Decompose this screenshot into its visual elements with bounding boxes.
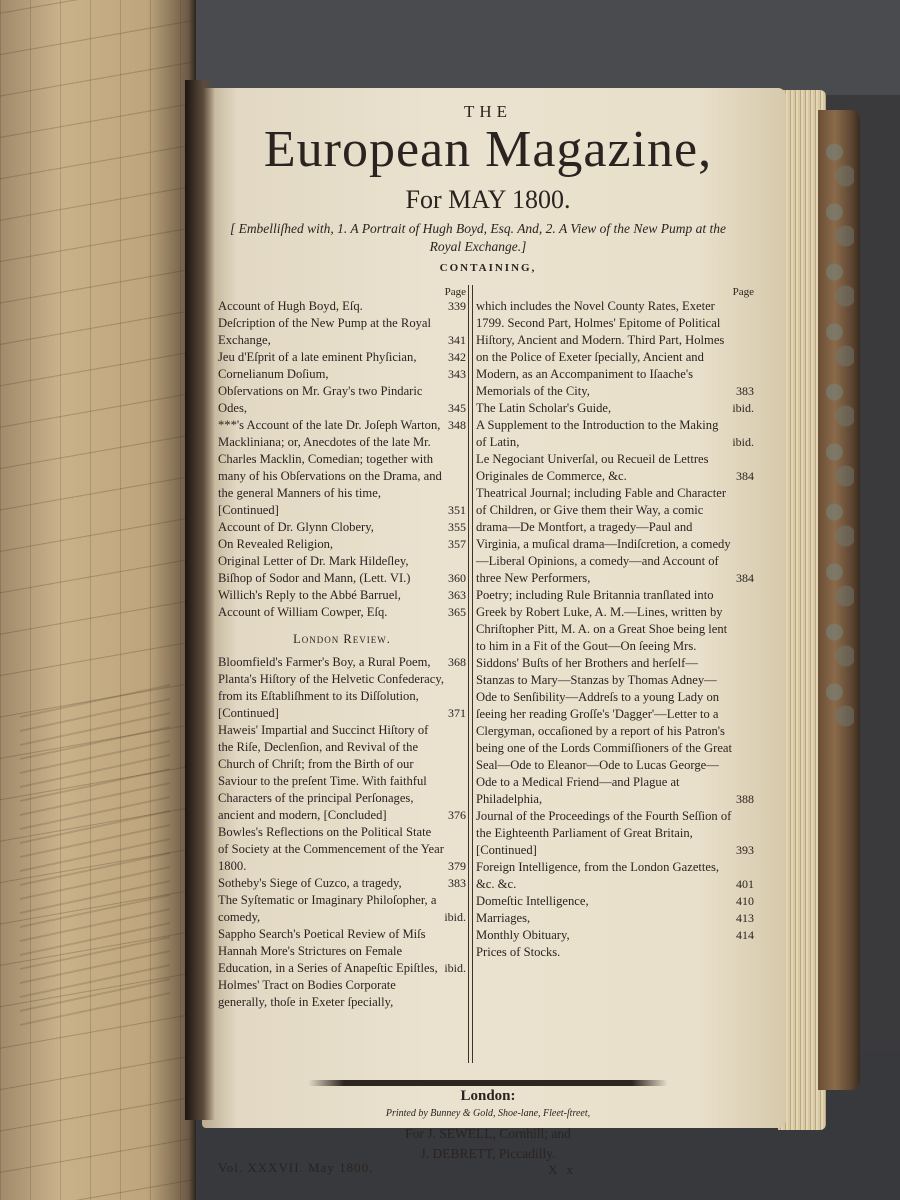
entry-page-number: 384	[736, 571, 754, 585]
entry-title: Poetry; including Rule Britannia tranſlated into Greek by Robert Luke, A. M.—Lines, written by Chriſtopher Pitt, M. A. on a Great Shoe being lent to him in a Fit of the Gout—On ſeeing Mrs. Siddons' Buſts of her Brothers and herſelf—Stanzas to Mary—Stanzas by Thomas Adney—Ode to Senſibility—Addreſs to a young Lady on ſeeing her reading Groſſe's 'Dagger'—Letter to a Clergyman, occaſioned by a report of his Patron's being one of the Lords Commiſſioners of the Great Seal—Ode to Eleanor—Ode to Lucas George—Ode to a Medical Friend—and Plague at Philadelphia,	[476, 588, 733, 806]
entry-title: ***'s Account of the late Dr. Joſeph Warton,	[218, 418, 441, 432]
entry-page-number: ibid.	[732, 401, 754, 415]
contents-entry	[218, 536, 466, 553]
entry-title: Account of Dr. Glynn Clobery,	[218, 520, 374, 534]
contents-entry	[218, 722, 466, 824]
entry-title: Cornelianum Doſium,	[218, 367, 329, 381]
contents-entry	[476, 808, 754, 859]
entry-page-number: 365	[448, 605, 466, 619]
entry-page-number: 413	[736, 911, 754, 925]
entry-title: Prices of Stocks.	[476, 945, 561, 959]
contents-entry	[476, 910, 754, 927]
london-review-heading: London Review.	[293, 632, 391, 646]
entry-page-number: 383	[736, 384, 754, 398]
containing-heading: CONTAINING,	[439, 262, 537, 274]
contents-entry	[218, 383, 466, 417]
contents-entry	[476, 944, 754, 961]
entry-page-number: 348	[448, 418, 466, 432]
entry-page-number: 360	[448, 571, 466, 585]
contents-entry	[218, 366, 466, 383]
entry-page-number: 384	[736, 469, 754, 483]
book-gutter	[185, 80, 215, 1120]
entry-title: Jeu d'Eſprit of a late eminent Phyſician,	[218, 350, 417, 364]
page-label-right: Page	[732, 286, 754, 298]
entry-title: The Latin Scholar's Guide,	[476, 401, 612, 415]
page-label-left: Page	[444, 286, 466, 298]
contents-entry	[476, 859, 754, 893]
contents-entry	[218, 824, 466, 875]
magazine-title: European Magazine,	[263, 121, 713, 178]
entry-title: Journal of the Proceedings of the Fourth Seſſion of the Eighteenth Parliament of Great Britain, [Continued]	[476, 809, 732, 857]
contents-right-column	[476, 284, 754, 961]
entry-page-number: 401	[736, 877, 754, 891]
entry-title: Willich's Reply to the Abbé Barruel,	[218, 588, 401, 602]
entry-page-number: 357	[448, 537, 466, 551]
entry-page-number: 410	[736, 894, 754, 908]
imprint-sewell: For J. SEWELL, Cornhill; and	[405, 1126, 571, 1141]
column-divider	[468, 285, 473, 1063]
entry-title: Account of William Cowper, Eſq.	[218, 605, 388, 619]
embellishment-note: [ Embelliſhed with, 1. A Portrait of Hugh Boyd, Esq. And, 2. A View of the New Pump at the Royal Exchange.]	[229, 221, 727, 254]
contents-entry	[218, 926, 466, 977]
entry-page-number: 368	[448, 655, 466, 669]
entry-title: Obſervations on Mr. Gray's two Pindaric Odes,	[218, 384, 423, 415]
volume-line: Vol. XXXVII. May 1800.	[218, 1160, 374, 1175]
contents-entry	[476, 451, 754, 485]
entry-page-number: 379	[448, 859, 466, 873]
entry-title: Haweis' Impartial and Succinct Hiſtory of the Riſe, Declenſion, and Revival of the Church of Chriſt; from the Birth of our Saviour to the preſent Time. With faithful Characters of the principal Perſonages, ancient and modern, [Concluded]	[218, 723, 429, 822]
entry-title: Bloomfield's Farmer's Boy, a Rural Poem,	[218, 655, 431, 669]
entry-title: Bowles's Reflections on the Political State of Society at the Commencement of the Year 1800.	[218, 825, 444, 873]
signature-mark: X x	[548, 1162, 577, 1177]
entry-title: Account of Hugh Boyd, Eſq.	[218, 299, 363, 313]
contents-entry	[218, 417, 466, 434]
imprint-london: London:	[460, 1088, 516, 1104]
contents-entry	[218, 349, 466, 366]
contents-entry	[218, 977, 466, 1011]
entry-page-number: 342	[448, 350, 466, 364]
entry-title: The Syſtematic or Imaginary Philoſopher, a comedy,	[218, 893, 437, 924]
contents-entry	[218, 434, 466, 519]
entry-page-number: 355	[448, 520, 466, 534]
right-entry-list	[476, 298, 754, 961]
contents-entry	[218, 875, 466, 892]
entry-title: Planta's Hiſtory of the Helvetic Confederacy, from its Eſtabliſhment to its Diſſolution, [Continued]	[218, 672, 444, 720]
left-entry-list	[218, 298, 466, 621]
contents-entry	[476, 587, 754, 808]
entry-title: Le Negociant Univerſal, ou Recueil de Lettres Originales de Commerce, &c.	[476, 452, 709, 483]
entry-title: Marriages,	[476, 911, 531, 925]
entry-page-number: 351	[448, 503, 466, 517]
entry-page-number: 343	[448, 367, 466, 381]
contents-entry	[218, 519, 466, 536]
contents-left-column	[218, 284, 466, 1011]
issue-line: For MAY 1800.	[405, 185, 571, 214]
entry-page-number: ibid.	[732, 435, 754, 449]
contents-entry	[218, 604, 466, 621]
entry-title: Sotheby's Siege of Cuzco, a tragedy,	[218, 876, 402, 890]
entry-title: which includes the Novel County Rates, Exeter 1799. Second Part, Holmes' Epitome of Political Hiſtory, Ancient and Modern. Third Part, Holmes on the Police of Exeter ſpecially, Ancient and Modern, as an Accompaniment to Iſaache's Memorials of the City,	[476, 299, 725, 398]
entry-title: Theatrical Journal; including Fable and Character of Children, or Give them their Way, a comic drama—De Montfort, a tragedy—Paul and Virginia, a muſical drama—Indiſcretion, a comedy—Liberal Opinions, a comedy—and Account of three New Performers,	[476, 486, 731, 585]
entry-title: Deſcription of the New Pump at the Royal Exchange,	[218, 316, 431, 347]
entry-title: Holmes' Tract on Bodies Corporate generally, thoſe in Exeter ſpecially,	[218, 978, 396, 1009]
entry-page-number: 363	[448, 588, 466, 602]
entry-page-number: 371	[448, 706, 466, 720]
entry-page-number: 383	[448, 876, 466, 890]
entry-title: Monthly Obituary,	[476, 928, 570, 942]
entry-page-number: ibid.	[444, 910, 466, 924]
contents-entry	[476, 485, 754, 587]
imprint-printer: Printed by Bunney & Gold, Shoe-lane, Fleet-ſtreet,	[385, 1108, 591, 1119]
entry-title: On Revealed Religion,	[218, 537, 334, 551]
imprint-debrett: J. DEBRETT, Piccadilly.	[420, 1146, 556, 1161]
entry-page-number: 388	[736, 792, 754, 806]
entry-page-number: 376	[448, 808, 466, 822]
entry-page-number: 339	[448, 299, 466, 313]
contents-entry	[218, 298, 466, 315]
contents-entry	[476, 893, 754, 910]
contents-entry	[476, 417, 754, 451]
ledger-handwriting	[20, 674, 170, 1026]
contents-entry	[476, 298, 754, 400]
contents-entry	[218, 892, 466, 926]
contents-entry	[476, 400, 754, 417]
review-entry-list	[218, 654, 466, 1011]
contents-entry	[218, 587, 466, 604]
entry-title: A Supplement to the Introduction to the Making of Latin,	[476, 418, 719, 449]
marbled-binding	[818, 110, 860, 1090]
entry-title: Foreign Intelligence, from the London Gazettes, &c. &c.	[476, 860, 720, 891]
contents-entry	[218, 553, 466, 587]
left-ledger-page	[0, 0, 196, 1200]
entry-page-number: 345	[448, 401, 466, 415]
entry-title: Original Letter of Dr. Mark Hildeſley, Biſhop of Sodor and Mann, (Lett. VI.)	[218, 554, 411, 585]
ornamental-rule	[308, 1080, 668, 1086]
entry-page-number: 393	[736, 843, 754, 857]
entry-page-number: ibid.	[444, 961, 466, 975]
entry-page-number: 414	[736, 928, 754, 942]
contents-entry	[218, 315, 466, 349]
entry-title: Domeſtic Intelligence,	[476, 894, 589, 908]
contents-entry	[218, 671, 466, 722]
entry-title: Sappho Search's Poetical Review of Miſs Hannah More's Strictures on Female Education, in a Series of Anapeſtic Epiſtles,	[218, 927, 438, 975]
the-heading: THE	[463, 102, 513, 121]
contents-entry	[218, 654, 466, 671]
entry-page-number: 341	[448, 333, 466, 347]
entry-title: Mackliniana; or, Anecdotes of the late Mr. Charles Macklin, Comedian; together with many of his Obſervations on the Drama, and the general Manners of his time, [Continued]	[218, 435, 442, 517]
contents-entry	[476, 927, 754, 944]
